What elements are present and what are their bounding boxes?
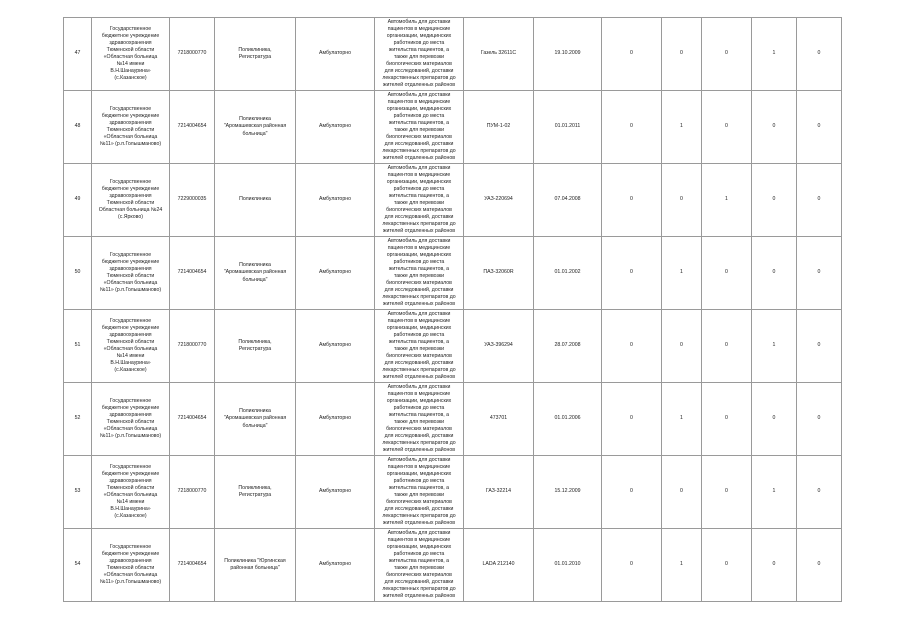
count-cell-4: 0 xyxy=(752,383,797,456)
vehicle-purpose-line: работников до места xyxy=(393,331,445,338)
service-mode-cell: Амбулаторно xyxy=(296,18,375,91)
vehicle-purpose-line: также для перевозки xyxy=(393,273,445,279)
department-line: Регистратура xyxy=(238,346,272,352)
department-line: Поликлиника xyxy=(239,408,271,415)
vehicle-purpose-line: пациентов в медицинские xyxy=(387,244,451,251)
count-cell-5: 0 xyxy=(797,164,842,237)
vehicle-purpose-line: работников до места xyxy=(393,404,445,411)
count-cell-3: 1 xyxy=(702,164,752,237)
organization-line: «Областная больница xyxy=(103,426,158,433)
organization-line: №14 имени xyxy=(116,61,145,68)
inn-cell: 7229000035 xyxy=(170,164,215,237)
service-mode-cell: Амбулаторно xyxy=(296,529,375,602)
count-cell-3: 0 xyxy=(702,529,752,602)
department-line: районная больница" xyxy=(230,565,280,571)
department-line: Поликлиника, xyxy=(238,484,272,491)
vehicle-purpose-line: биологических материалов xyxy=(386,499,452,506)
vehicle-purpose-line: также для перевозки xyxy=(393,419,445,425)
vehicle-purpose-line: для исследований, доставки xyxy=(384,360,454,367)
vehicle-purpose-line: Автомобиль для доставки xyxy=(387,383,451,390)
count-cell-2: 1 xyxy=(662,91,702,164)
vehicle-purpose-line: биологических материалов xyxy=(386,353,452,360)
row-number-cell: 47 xyxy=(64,18,92,91)
vehicle-purpose-line: лекарственных препаратов до xyxy=(382,367,456,374)
organization-line: Тюменской области xyxy=(106,419,155,425)
registration-date-cell: 28.07.2008 xyxy=(534,310,602,383)
row-number-cell: 53 xyxy=(64,456,92,529)
vehicle-purpose-line: Автомобиль для доставки xyxy=(387,18,451,25)
organization-line: В.Н.Шанаурина» xyxy=(110,68,151,75)
department-line: больница" xyxy=(242,276,268,283)
organization-line: Тюменской области xyxy=(106,565,155,571)
organization-line: Тюменской области xyxy=(106,273,155,279)
vehicle-purpose-line: организации, медицинских xyxy=(386,251,452,258)
vehicle-purpose-line: организации, медицинских xyxy=(386,32,452,39)
inn-cell: 7214004654 xyxy=(170,529,215,602)
vehicle-purpose-line: также для перевозки xyxy=(393,127,445,133)
vehicle-purpose-line: жителей отдаленных районов xyxy=(383,301,455,308)
inn-cell: 7214004654 xyxy=(170,237,215,310)
registration-date-cell: 01.01.2011 xyxy=(534,91,602,164)
table-row xyxy=(64,91,842,164)
organization-line: Тюменской области xyxy=(106,484,155,491)
organization-cell xyxy=(92,18,170,91)
vehicle-purpose-line: также для перевозки xyxy=(393,54,445,60)
vehicle-purpose-line: Автомобиль для доставки xyxy=(387,456,451,463)
department-cell xyxy=(215,18,296,91)
department-line: больница" xyxy=(242,130,268,137)
inn-cell: 7218000770 xyxy=(170,18,215,91)
vehicle-purpose-line: работников до места xyxy=(393,258,445,265)
service-mode-cell: Амбулаторно xyxy=(296,383,375,456)
count-cell-4: 0 xyxy=(752,237,797,310)
count-cell-2: 1 xyxy=(662,237,702,310)
vehicle-purpose-line: пациентов в медицинские xyxy=(387,536,451,543)
vehicle-purpose-line: организации, медицинских xyxy=(386,324,452,331)
count-cell-1: 0 xyxy=(602,456,662,529)
department-cell xyxy=(215,164,296,237)
count-cell-5: 0 xyxy=(797,383,842,456)
vehicle-purpose-line: жительства пациентов, а xyxy=(388,484,450,491)
organization-line: бюджетное учреждение xyxy=(101,324,160,331)
vehicle-model-cell: Газель 32611С xyxy=(464,18,534,91)
organization-line: (с.Казанское) xyxy=(114,367,147,374)
organization-line: «Областная больница xyxy=(103,346,158,352)
vehicle-purpose-line: биологических материалов xyxy=(386,280,452,287)
organization-line: «Областная больница xyxy=(103,54,158,60)
vehicle-purpose-line: для исследований, доставки xyxy=(384,506,454,513)
department-line: Поликлиника xyxy=(239,196,271,203)
service-mode-cell: Амбулаторно xyxy=(296,164,375,237)
count-cell-3: 0 xyxy=(702,18,752,91)
count-cell-5: 0 xyxy=(797,456,842,529)
organization-line: бюджетное учреждение xyxy=(101,32,160,39)
organization-line: №14 имени xyxy=(116,353,145,360)
organization-line: В.Н.Шанаурина» xyxy=(110,506,151,513)
vehicle-purpose-cell xyxy=(375,91,464,164)
table-row xyxy=(64,18,842,91)
organization-line: (с.Казанское) xyxy=(114,75,147,82)
vehicle-purpose-line: организации, медицинских xyxy=(386,397,452,404)
organization-line: Государственное xyxy=(109,178,152,185)
vehicle-purpose-line: пациентов в медицинские xyxy=(387,25,451,32)
vehicle-purpose-line: для исследований, доставки xyxy=(384,214,454,221)
organization-line: здравоохранения xyxy=(109,119,152,126)
row-number-cell: 48 xyxy=(64,91,92,164)
inn-cell: 7214004654 xyxy=(170,91,215,164)
count-cell-1: 0 xyxy=(602,237,662,310)
vehicle-purpose-line: жителей отдаленных районов xyxy=(383,447,455,454)
organization-line: «Областная больница xyxy=(103,134,158,141)
vehicle-purpose-line: организации, медицинских xyxy=(386,105,452,112)
organization-line: здравоохранения xyxy=(109,265,152,272)
count-cell-1: 0 xyxy=(602,310,662,383)
vehicle-purpose-line: для исследований, доставки xyxy=(384,287,454,294)
organization-line: Государственное xyxy=(109,105,152,112)
vehicle-purpose-line: Автомобиль для доставки xyxy=(387,237,451,244)
vehicle-purpose-line: жителей отдаленных районов xyxy=(383,82,455,89)
registration-date-cell: 07.04.2008 xyxy=(534,164,602,237)
vehicle-purpose-cell xyxy=(375,164,464,237)
vehicle-purpose-line: лекарственных препаратов до xyxy=(382,440,456,447)
vehicle-purpose-line: для исследований, доставки xyxy=(384,433,454,440)
organization-line: Государственное xyxy=(109,543,152,550)
vehicle-purpose-line: жителей отдаленных районов xyxy=(383,155,455,162)
count-cell-5: 0 xyxy=(797,18,842,91)
vehicle-purpose-line: для исследований, доставки xyxy=(384,141,454,148)
department-line: Поликлиника xyxy=(239,116,271,123)
vehicle-purpose-line: лекарственных препаратов до xyxy=(382,221,456,228)
organization-line: Тюменской области xyxy=(106,46,155,53)
count-cell-4: 1 xyxy=(752,18,797,91)
department-line: "Аромашевская районная xyxy=(223,123,287,130)
vehicle-purpose-line: организации, медицинских xyxy=(386,178,452,185)
vehicle-purpose-line: пациентов в медицинские xyxy=(387,98,451,105)
count-cell-4: 0 xyxy=(752,529,797,602)
organization-line: Государственное xyxy=(109,25,152,32)
vehicle-purpose-line: жителей отдаленных районов xyxy=(383,228,455,235)
row-number-cell: 54 xyxy=(64,529,92,602)
count-cell-1: 0 xyxy=(602,529,662,602)
organization-line: «Областная больница xyxy=(103,280,158,287)
inn-cell: 7218000770 xyxy=(170,310,215,383)
vehicle-model-cell: 473701 xyxy=(464,383,534,456)
vehicle-model-cell: LADA 212140 xyxy=(464,529,534,602)
vehicle-purpose-line: лекарственных препаратов до xyxy=(382,586,456,593)
vehicle-purpose-line: для исследований, доставки xyxy=(384,68,454,75)
count-cell-3: 0 xyxy=(702,310,752,383)
department-cell xyxy=(215,237,296,310)
registration-date-cell: 01.01.2002 xyxy=(534,237,602,310)
vehicle-purpose-cell xyxy=(375,456,464,529)
department-line: Регистратура xyxy=(238,492,272,498)
department-line: больница" xyxy=(242,422,268,429)
organization-line: Государственное xyxy=(109,397,152,404)
count-cell-4: 0 xyxy=(752,164,797,237)
vehicle-purpose-line: жительства пациентов, а xyxy=(388,265,450,272)
vehicle-purpose-line: пациентов в медицинские xyxy=(387,463,451,470)
count-cell-4: 0 xyxy=(752,91,797,164)
row-number-cell: 52 xyxy=(64,383,92,456)
vehicle-purpose-line: жителей отдаленных районов xyxy=(383,374,455,381)
vehicle-purpose-line: лекарственных препаратов до xyxy=(382,148,456,155)
count-cell-5: 0 xyxy=(797,91,842,164)
vehicle-model-cell: УАЗ-396294 xyxy=(464,310,534,383)
vehicle-purpose-line: работников до места xyxy=(393,112,445,119)
organization-line: бюджетное учреждение xyxy=(101,404,160,411)
organization-cell xyxy=(92,383,170,456)
row-number-cell: 51 xyxy=(64,310,92,383)
department-cell xyxy=(215,529,296,602)
vehicle-purpose-line: жительства пациентов, а xyxy=(388,46,450,53)
vehicle-purpose-line: жительства пациентов, а xyxy=(388,411,450,418)
count-cell-5: 0 xyxy=(797,237,842,310)
count-cell-5: 0 xyxy=(797,310,842,383)
organization-line: бюджетное учреждение xyxy=(101,112,160,119)
vehicle-purpose-cell xyxy=(375,310,464,383)
count-cell-1: 0 xyxy=(602,383,662,456)
vehicle-purpose-line: Автомобиль для доставки xyxy=(387,164,451,171)
vehicle-purpose-line: жительства пациентов, а xyxy=(388,557,450,564)
organization-line: Государственное xyxy=(109,317,152,324)
organization-line: бюджетное учреждение xyxy=(101,470,160,477)
vehicle-model-cell: УАЗ-220694 xyxy=(464,164,534,237)
organization-cell xyxy=(92,91,170,164)
service-mode-cell: Амбулаторно xyxy=(296,91,375,164)
count-cell-2: 1 xyxy=(662,529,702,602)
vehicle-purpose-line: пациентов в медицинские xyxy=(387,171,451,178)
count-cell-2: 0 xyxy=(662,456,702,529)
vehicle-purpose-line: жительства пациентов, а xyxy=(388,338,450,345)
organization-line: Тюменской области xyxy=(106,200,155,206)
vehicle-purpose-line: также для перевозки xyxy=(393,492,445,498)
vehicle-purpose-line: лекарственных препаратов до xyxy=(382,294,456,301)
service-mode-cell: Амбулаторно xyxy=(296,310,375,383)
vehicle-purpose-line: жителей отдаленных районов xyxy=(383,593,455,600)
row-number-cell: 50 xyxy=(64,237,92,310)
organization-line: Тюменской области xyxy=(106,127,155,133)
vehicle-purpose-line: Автомобиль для доставки xyxy=(387,529,451,536)
count-cell-1: 0 xyxy=(602,18,662,91)
department-line: "Аромашевская районная xyxy=(223,269,287,276)
organization-line: Государственное xyxy=(109,251,152,258)
organization-cell xyxy=(92,529,170,602)
organization-cell xyxy=(92,310,170,383)
registration-date-cell: 01.01.2010 xyxy=(534,529,602,602)
vehicle-purpose-line: биологических материалов xyxy=(386,426,452,433)
vehicle-purpose-cell xyxy=(375,237,464,310)
table-row xyxy=(64,383,842,456)
count-cell-5: 0 xyxy=(797,529,842,602)
count-cell-4: 1 xyxy=(752,310,797,383)
organization-line: бюджетное учреждение xyxy=(101,258,160,265)
vehicle-model-cell: ПУМ-1-02 xyxy=(464,91,534,164)
vehicle-purpose-line: биологических материалов xyxy=(386,134,452,141)
count-cell-3: 0 xyxy=(702,383,752,456)
organization-line: Тюменской области xyxy=(106,338,155,345)
vehicle-purpose-line: биологических материалов xyxy=(386,207,452,214)
vehicle-purpose-line: работников до места xyxy=(393,550,445,557)
vehicle-purpose-line: также для перевозки xyxy=(393,200,445,206)
organization-cell xyxy=(92,237,170,310)
vehicle-purpose-line: пациентов в медицинские xyxy=(387,390,451,397)
vehicle-purpose-line: работников до места xyxy=(393,477,445,484)
organization-cell xyxy=(92,456,170,529)
department-line: Поликлиника, xyxy=(238,338,272,345)
vehicle-purpose-line: биологических материалов xyxy=(386,61,452,68)
vehicle-purpose-line: также для перевозки xyxy=(393,346,445,352)
vehicle-purpose-cell xyxy=(375,529,464,602)
department-cell xyxy=(215,456,296,529)
organization-line: здравоохранения xyxy=(109,331,152,338)
organization-line: «Областная больница xyxy=(103,492,158,498)
department-line: Поликлиника "Юргинская xyxy=(224,557,286,564)
vehicle-purpose-line: работников до места xyxy=(393,185,445,192)
organization-line: Областная больница №24 xyxy=(98,207,163,214)
department-line: Регистратура xyxy=(238,54,272,60)
organization-line: здравоохранения xyxy=(109,477,152,484)
organization-line: (с.Казанское) xyxy=(114,513,147,520)
organization-line: здравоохранения xyxy=(109,192,152,199)
organization-cell xyxy=(92,164,170,237)
registration-date-cell: 01.01.2006 xyxy=(534,383,602,456)
inn-cell: 7218000770 xyxy=(170,456,215,529)
count-cell-3: 0 xyxy=(702,237,752,310)
count-cell-2: 0 xyxy=(662,18,702,91)
organization-line: №14 имени xyxy=(116,499,145,506)
service-mode-cell: Амбулаторно xyxy=(296,237,375,310)
organization-line: №11» (р.п.Голышманово) xyxy=(99,287,162,294)
organization-line: №11» (р.п.Голышманово) xyxy=(99,433,162,440)
organization-line: здравоохранения xyxy=(109,411,152,418)
department-cell xyxy=(215,310,296,383)
service-mode-cell: Амбулаторно xyxy=(296,456,375,529)
count-cell-3: 0 xyxy=(702,456,752,529)
organization-line: здравоохранения xyxy=(109,39,152,46)
vehicle-purpose-line: биологических материалов xyxy=(386,572,452,579)
vehicle-registry-table xyxy=(63,17,842,602)
organization-line: №11» (р.п.Голышманово) xyxy=(99,579,162,586)
vehicle-purpose-line: жительства пациентов, а xyxy=(388,192,450,199)
count-cell-1: 0 xyxy=(602,91,662,164)
table-row xyxy=(64,164,842,237)
organization-line: здравоохранения xyxy=(109,557,152,564)
table-row xyxy=(64,529,842,602)
registration-date-cell: 15.12.2009 xyxy=(534,456,602,529)
count-cell-2: 0 xyxy=(662,164,702,237)
count-cell-3: 0 xyxy=(702,91,752,164)
vehicle-purpose-cell xyxy=(375,18,464,91)
vehicle-purpose-line: организации, медицинских xyxy=(386,543,452,550)
department-line: Поликлиника, xyxy=(238,46,272,53)
table-row xyxy=(64,237,842,310)
table-row xyxy=(64,456,842,529)
vehicle-purpose-line: также для перевозки xyxy=(393,565,445,571)
count-cell-2: 1 xyxy=(662,383,702,456)
table-row xyxy=(64,310,842,383)
vehicle-model-cell: ГАЗ-32214 xyxy=(464,456,534,529)
vehicle-purpose-line: пациентов в медицинские xyxy=(387,317,451,324)
organization-line: №11» (р.п.Голышманово) xyxy=(99,141,162,148)
vehicle-purpose-line: лекарственных препаратов до xyxy=(382,75,456,82)
count-cell-1: 0 xyxy=(602,164,662,237)
count-cell-4: 1 xyxy=(752,456,797,529)
vehicle-purpose-line: лекарственных препаратов до xyxy=(382,513,456,520)
row-number-cell: 49 xyxy=(64,164,92,237)
vehicle-purpose-cell xyxy=(375,383,464,456)
vehicle-purpose-line: работников до места xyxy=(393,39,445,46)
organization-line: «Областная больница xyxy=(103,572,158,579)
organization-line: бюджетное учреждение xyxy=(101,185,160,192)
vehicle-model-cell: ПАЗ-32060R xyxy=(464,237,534,310)
department-cell xyxy=(215,91,296,164)
organization-line: Государственное xyxy=(109,463,152,470)
organization-line: В.Н.Шанаурина» xyxy=(110,360,151,367)
vehicle-purpose-line: жительства пациентов, а xyxy=(388,119,450,126)
department-cell xyxy=(215,383,296,456)
department-line: Поликлиника xyxy=(239,262,271,269)
vehicle-purpose-line: Автомобиль для доставки xyxy=(387,310,451,317)
registration-date-cell: 19.10.2009 xyxy=(534,18,602,91)
vehicle-purpose-line: организации, медицинских xyxy=(386,470,452,477)
organization-line: бюджетное учреждение xyxy=(101,550,160,557)
count-cell-2: 0 xyxy=(662,310,702,383)
vehicle-purpose-line: жителей отдаленных районов xyxy=(383,520,455,527)
department-line: "Аромашевская районная xyxy=(223,415,287,422)
vehicle-purpose-line: для исследований, доставки xyxy=(384,579,454,586)
inn-cell: 7214004654 xyxy=(170,383,215,456)
organization-line: (с.Ярково) xyxy=(118,214,143,221)
vehicle-purpose-line: Автомобиль для доставки xyxy=(387,91,451,98)
